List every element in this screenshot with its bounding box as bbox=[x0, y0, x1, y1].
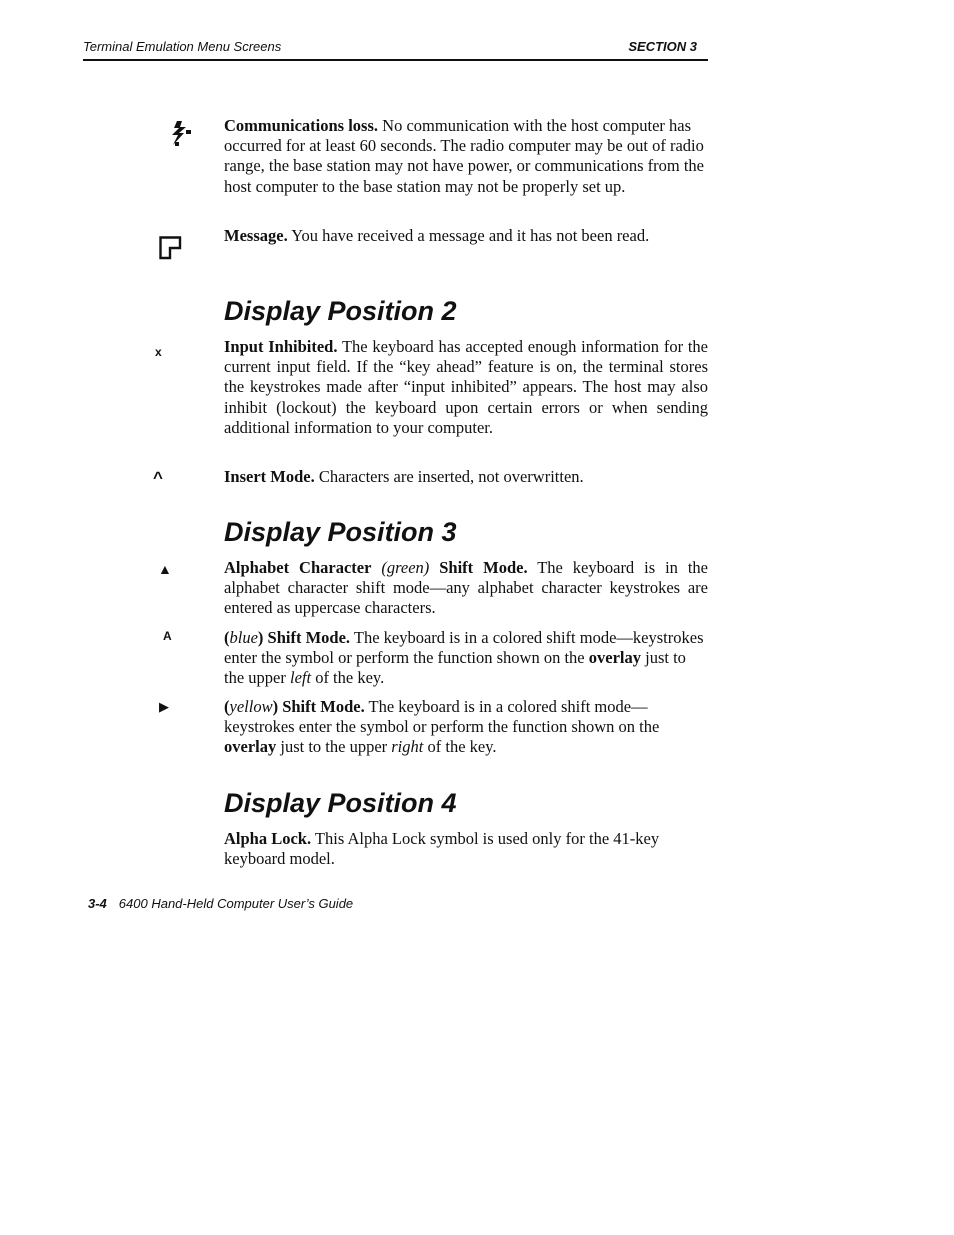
alpha-lock-title: Alpha Lock. bbox=[224, 829, 312, 848]
alpha-shift-text: The keyboard is in the alphabet character shift mode—any alphabet character keystrokes are entered as uppercase characters. bbox=[224, 558, 708, 618]
comm-loss-title: Communications loss. bbox=[224, 116, 379, 135]
comm-loss-entry bbox=[224, 116, 708, 197]
blue-shift-text3: of the key. bbox=[311, 668, 385, 688]
input-inhibited-entry bbox=[224, 337, 708, 438]
header-section-label: SECTION 3 bbox=[628, 39, 697, 54]
blue-shift-open-paren: ( bbox=[224, 628, 230, 647]
footer-book-title: 6400 Hand-Held Computer User’s Guide bbox=[118, 896, 354, 911]
insert-mode-title: Insert Mode. bbox=[224, 467, 315, 486]
input-inhibited-text: The keyboard has accepted enough information for the current input field. If the “key ahead” feature is on, the terminal stores the keystrokes made after “input inhibited” appears. The host may also inhibit (lockout) the keyboard upon certain errors or when sending additional information to your computer. bbox=[224, 337, 709, 437]
alpha-lock-entry bbox=[224, 829, 708, 869]
blue-shift-text1: The keyboard is in a colored shift mode—keystrokes enter the symbol or perform the function shown on the bbox=[224, 628, 704, 668]
heading-display-position-3: Display Position 3 bbox=[224, 517, 457, 547]
yellow-shift-entry bbox=[224, 697, 708, 758]
yellow-shift-text2: just to the upper bbox=[276, 737, 392, 757]
alpha-shift-title2: Shift Mode. bbox=[439, 558, 528, 577]
page-header bbox=[83, 38, 708, 61]
blue-shift-text2: just to the upper bbox=[224, 648, 686, 688]
yellow-shift-arrow-icon: ▶ bbox=[159, 699, 169, 714]
insert-mode-entry bbox=[224, 467, 708, 487]
message-title: Message. bbox=[224, 226, 288, 245]
comm-loss-text: No communication with the host computer has occurred for at least 60 seconds. The radio computer may be out of radio range, the base station may not have power, or communications from the host computer to the base station may not be properly set up. bbox=[224, 116, 704, 196]
blue-shift-symbol: A bbox=[163, 629, 172, 643]
blue-shift-direction: left bbox=[289, 668, 312, 688]
blue-shift-title: ) Shift Mode. bbox=[257, 628, 351, 647]
alpha-shift-title: Alphabet Character bbox=[224, 558, 372, 577]
yellow-shift-color: yellow bbox=[229, 697, 273, 716]
alpha-shift-color: (green) bbox=[371, 558, 440, 577]
heading-display-position-2: Display Position 2 bbox=[224, 296, 457, 326]
blue-shift-entry bbox=[224, 628, 708, 689]
alpha-shift-entry bbox=[224, 558, 708, 619]
yellow-shift-open-paren: ( bbox=[224, 697, 230, 716]
comm-loss-lightning-icon bbox=[168, 120, 194, 150]
message-entry bbox=[224, 226, 708, 246]
footer-page-number: 3-4 bbox=[88, 896, 107, 911]
heading-display-position-4: Display Position 4 bbox=[224, 788, 457, 818]
yellow-shift-text3: of the key. bbox=[423, 737, 497, 757]
message-flag-icon bbox=[159, 236, 185, 262]
yellow-shift-overlay: overlay bbox=[224, 737, 277, 757]
yellow-shift-direction: right bbox=[391, 737, 424, 757]
input-inhibited-symbol: x bbox=[155, 345, 162, 359]
alpha-shift-triangle-icon: ▲ bbox=[158, 561, 172, 577]
input-inhibited-title: Input Inhibited. bbox=[224, 337, 338, 356]
blue-shift-overlay: overlay bbox=[588, 648, 641, 668]
blue-shift-color: blue bbox=[229, 628, 258, 647]
insert-mode-text: Characters are inserted, not overwritten. bbox=[314, 467, 584, 486]
message-text: You have received a message and it has not been read. bbox=[287, 226, 650, 245]
header-chapter-title: Terminal Emulation Menu Screens bbox=[83, 39, 282, 54]
yellow-shift-title: ) Shift Mode. bbox=[272, 697, 365, 716]
yellow-shift-text1: The keyboard is in a colored shift mode—keystrokes enter the symbol or perform the function shown on the bbox=[224, 697, 660, 737]
alpha-lock-text: This Alpha Lock symbol is used only for the 41-key keyboard model. bbox=[224, 829, 660, 869]
insert-mode-symbol: ^ bbox=[153, 468, 163, 487]
page-footer bbox=[88, 896, 353, 911]
